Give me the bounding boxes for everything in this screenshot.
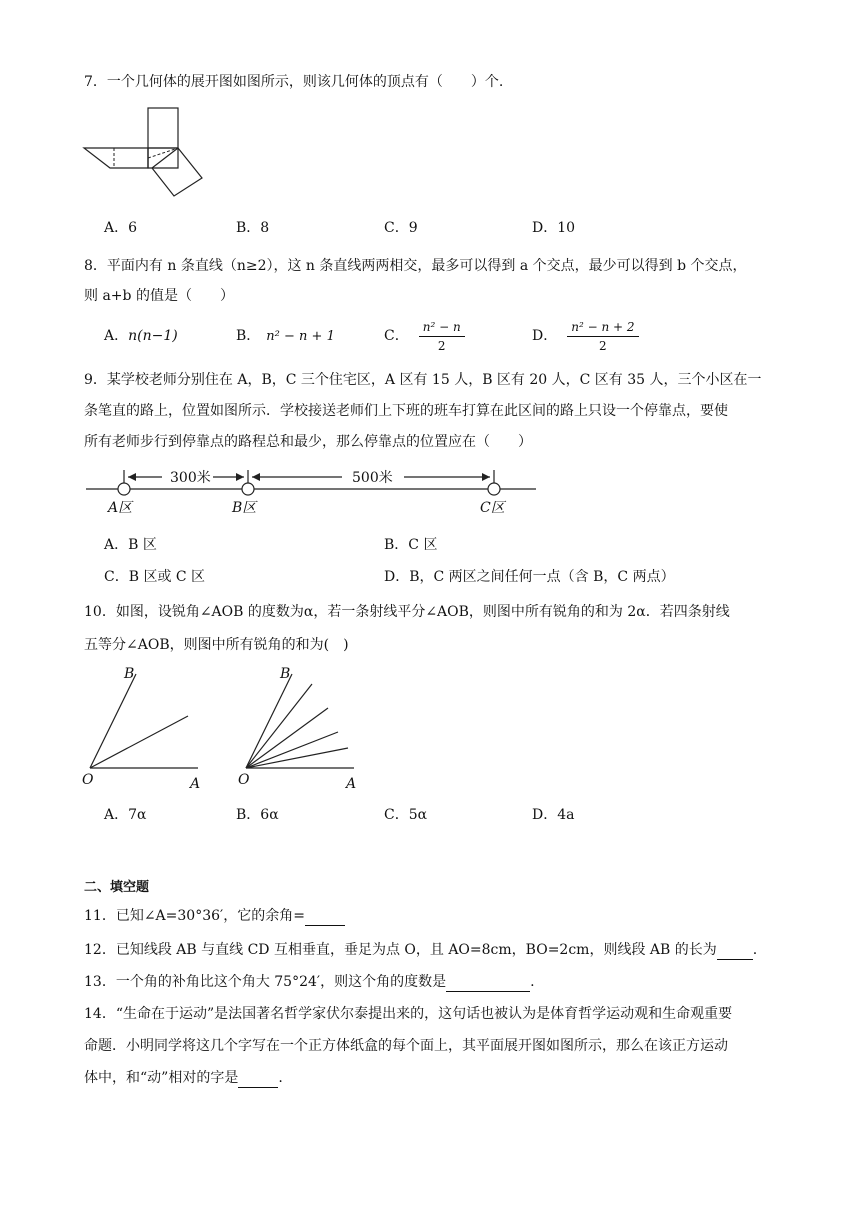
q14-stem-line2: 命题．小明同学将这几个字写在一个正方体纸盒的每个面上，其平面展开图如图所示，那么在该正方运动 [84, 1038, 728, 1054]
q10-fig1-label-o: O [82, 772, 94, 788]
q9-distance-bc: 500米 [352, 470, 393, 486]
q8-option-d[interactable] [532, 318, 639, 354]
q12-answer-blank[interactable] [717, 945, 753, 960]
q10-fig2-label-o: O [238, 772, 250, 788]
q8-option-d-fraction [567, 320, 638, 353]
q10-stem-line1: 10．如图，设锐角∠AOB 的度数为α，若一条射线平分∠AOB，则图中所有锐角的和为 2α．若四条射线 [84, 604, 730, 620]
q10-fig1-label-a: A [190, 776, 201, 792]
q11-stem [84, 906, 345, 926]
q14-stem-line3 [84, 1068, 283, 1088]
q7-option-a[interactable]: A．6 [104, 220, 138, 236]
q10-option-b[interactable]: B．6α [236, 807, 279, 823]
q10-fig2-label-a: A [346, 776, 357, 792]
q12-end: . [752, 942, 758, 958]
q8-option-c-fraction [419, 320, 465, 353]
q10-fig2-label-b: B [280, 666, 291, 682]
q9-distance-ab: 300米 [170, 470, 211, 486]
q8-stem-line2: 则 a+b 的值是（ ） [84, 288, 234, 304]
q8-option-d-denominator: 2 [599, 338, 607, 353]
q8-option-c[interactable] [384, 318, 465, 354]
q14-text: 体中，和“动”相对的字是 [84, 1070, 239, 1086]
q12-text: 12．已知线段 AB 与直线 CD 互相垂直，垂足为点 O，且 AO=8cm，BO=2cm，则线段 AB 的长为 [84, 942, 717, 958]
q9-stem-line1: 9．某学校老师分别住在 A，B，C 三个住宅区，A 区有 15 人，B 区有 20 人，C 区有 35 人，三个小区在一 [84, 372, 762, 388]
q10-figure-bisector [80, 662, 210, 792]
q13-answer-blank[interactable] [446, 977, 530, 992]
q8-option-a-expr: n(n−1) [128, 328, 178, 344]
q9-label-a: A区 [108, 500, 133, 516]
q9-option-d[interactable]: D．B，C 两区之间任何一点（含 B，C 两点） [384, 569, 675, 585]
q8-option-b-label: B． [236, 328, 261, 344]
q8-option-c-label: C． [384, 328, 409, 344]
q10-option-c[interactable]: C．5α [384, 807, 428, 823]
q14-end: . [278, 1070, 283, 1086]
q9-label-b: B区 [232, 500, 257, 516]
q8-option-b[interactable] [236, 326, 335, 347]
q9-option-a[interactable]: A．B 区 [104, 537, 157, 553]
q13-end: . [530, 974, 535, 990]
q9-option-c[interactable]: C．B 区或 C 区 [104, 569, 206, 585]
q9-stem-line3: 所有老师步行到停靠点的路程总和最少，那么停靠点的位置应在（ ） [84, 434, 532, 450]
q8-option-c-numerator: n² − n [419, 320, 465, 337]
q14-stem-line1: 14．“生命在于运动”是法国著名哲学家伏尔泰提出来的，这句话也被认为是体育哲学运动观和生命观重要 [84, 1006, 733, 1022]
q10-stem-line2: 五等分∠AOB，则图中所有锐角的和为( ) [84, 637, 349, 653]
q7-option-c[interactable]: C．9 [384, 220, 418, 236]
q13-stem [84, 972, 535, 992]
q7-option-b[interactable]: B．8 [236, 220, 270, 236]
q7-net-figure [80, 104, 210, 200]
section-fill-in-title: 二、填空题 [84, 880, 150, 895]
q7-stem: 7．一个几何体的展开图如图所示，则该几何体的顶点有（ ）个. [84, 74, 504, 90]
q12-stem [84, 940, 757, 960]
q8-option-c-denominator: 2 [437, 338, 446, 353]
q8-stem-line1: 8．平面内有 n 条直线（n≥2），这 n 条直线两两相交，最多可以得到 a 个交点，最少可以得到 b 个交点， [84, 258, 747, 274]
q10-option-d[interactable]: D．4a [532, 807, 575, 823]
q11-answer-blank[interactable] [305, 911, 345, 926]
q8-option-b-expr: n² − n + 1 [266, 329, 335, 344]
q8-option-a[interactable] [104, 326, 178, 346]
q7-option-d[interactable]: D．10 [532, 220, 576, 236]
q9-label-c: C区 [480, 500, 505, 516]
q11-text: 11．已知∠A=30°36′，它的余角= [84, 908, 305, 924]
q8-option-a-label: A． [104, 328, 129, 344]
q9-stem-line2: 条笔直的路上，位置如图所示．学校接送老师们上下班的班车打算在此区间的路上只设一个停靠点，要使 [84, 403, 728, 419]
q8-option-d-numerator: n² − n + 2 [567, 320, 638, 337]
q13-text: 13．一个角的补角比这个角大 75°24′，则这个角的度数是 [84, 974, 447, 990]
q10-figure-five-equal [236, 662, 366, 792]
q10-option-a[interactable]: A．7α [104, 807, 147, 823]
q8-option-d-label: D． [532, 328, 558, 344]
q9-road-figure [86, 466, 536, 522]
q10-fig1-label-b: B [124, 666, 135, 682]
q14-answer-blank[interactable] [238, 1073, 278, 1088]
q9-option-b[interactable]: B．C 区 [384, 537, 438, 553]
